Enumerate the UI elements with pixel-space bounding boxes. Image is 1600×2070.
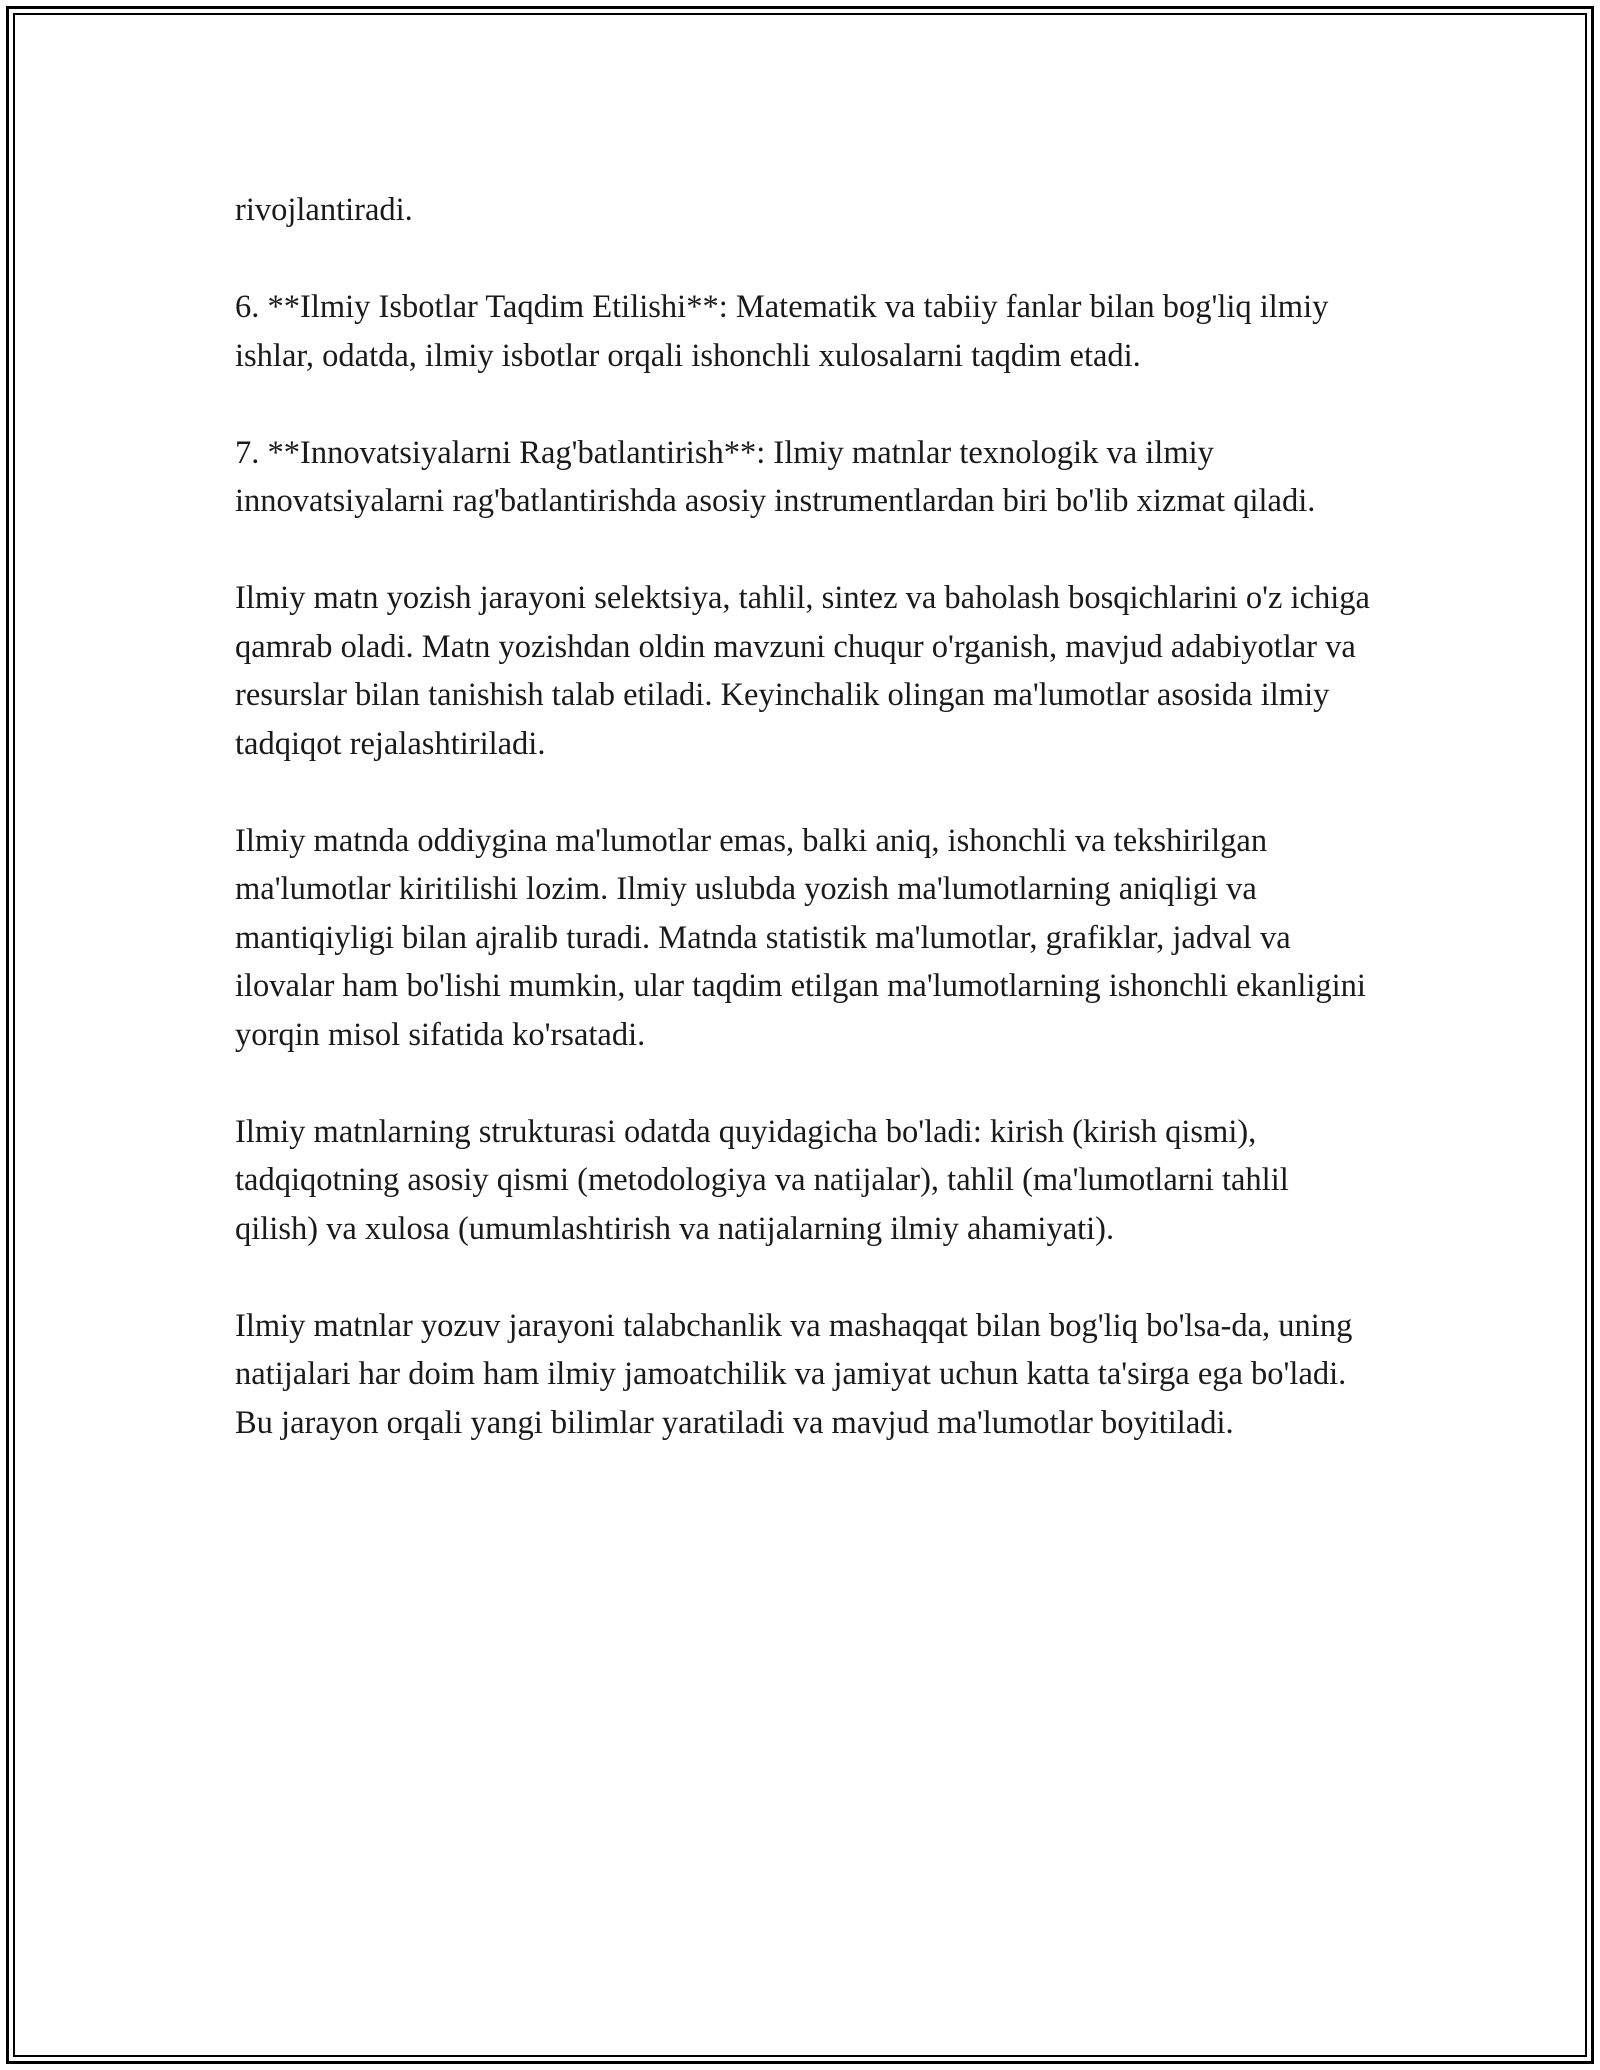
document-body (235, 186, 1370, 1496)
paragraph-conclusion: Ilmiy matnlar yozuv jarayoni talabchanlik va mashaqqat bilan bog'liq bo'lsa-da, uning natijalari har doim ham ilmiy jamoatchilik va jamiyat uchun katta ta'sirga ega bo'ladi. Bu jarayon orqali yangi bilimlar yaratiladi va mavjud ma'lumotlar boyitiladi. (235, 1307, 1353, 1441)
paragraph-continuation: rivojlantiradi. (235, 192, 413, 228)
paragraph-accuracy: Ilmiy matnda oddiygina ma'lumotlar emas, balki aniq, ishonchli va tekshirilgan ma'lumotlar kiritilishi lozim. Ilmiy uslubda yozish ma'lumotlarning aniqligi va mantiqiyligi bilan ajralib turadi. Matnda statistik ma'lumotlar, grafiklar, jadval va ilovalar ham bo'lishi mumkin, ular taqdim etilgan ma'lumotlarning ishonchli ekanligini yorqin misol sifatida ko'rsatadi. (235, 822, 1366, 1053)
paragraph-writing-process: Ilmiy matn yozish jarayoni selektsiya, tahlil, sintez va baholash bosqichlarini o'z ichiga qamrab oladi. Matn yozishdan oldin mavzuni chuqur o'rganish, mavjud adabiyotlar va resurslar bilan tanishish talab etiladi. Keyinchalik olingan ma'lumotlar asosida ilmiy tadqiqot rejalashtiriladi. (235, 580, 1370, 762)
paragraph-item-6: 6. **Ilmiy Isbotlar Taqdim Etilishi**: Matematik va tabiiy fanlar bilan bog'liq ilmiy ishlar, odatda, ilmiy isbotlar orqali ishonchli xulosalarni taqdim etadi. (235, 289, 1329, 374)
paragraph-structure: Ilmiy matnlarning strukturasi odatda quyidagicha bo'ladi: kirish (kirish qismi), tadqiqotning asosiy qismi (metodologiya va natijalar), tahlil (ma'lumotlarni tahlil qilish) va xulosa (umumlashtirish va natijalarning ilmiy ahamiyati). (235, 1113, 1289, 1247)
paragraph-item-7: 7. **Innovatsiyalarni Rag'batlantirish**: Ilmiy matnlar texnologik va ilmiy innovatsiyalarni rag'batlantirishda asosiy instrumentlardan biri bo'lib xizmat qiladi. (235, 434, 1316, 519)
